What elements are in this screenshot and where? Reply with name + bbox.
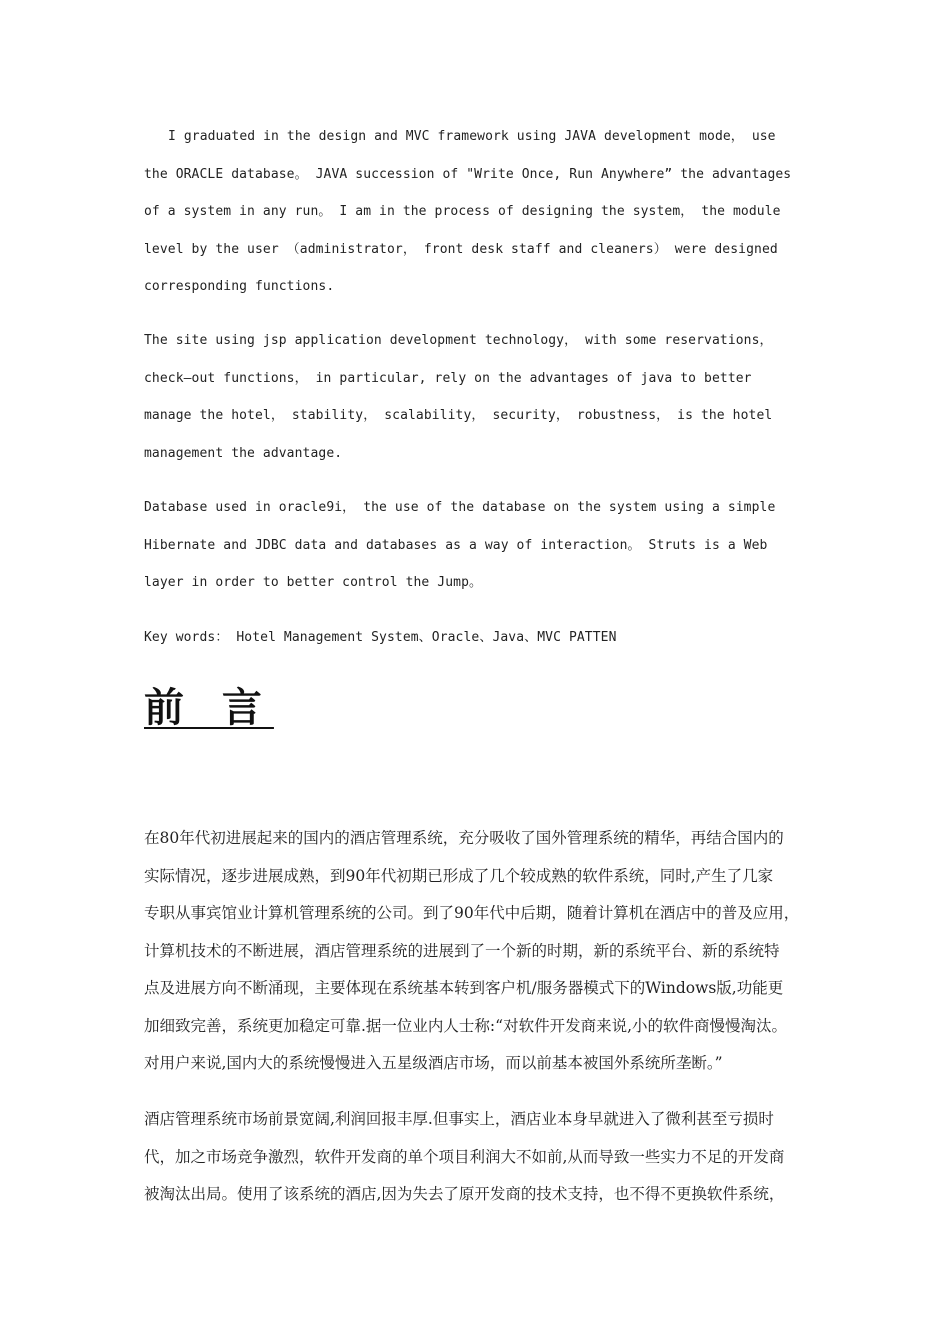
keywords-line <box>144 619 824 657</box>
text-line: 实际情况，逐步进展成熟，到90年代初期已形成了几个较成熟的软件系统，同时,产生了几家 <box>144 866 774 885</box>
keywords-text: Key words： Hotel Management System、Oracle、Java、MVC PATTEN <box>144 630 617 645</box>
text-line: manage the hotel， stability， scalability， security， robustness， is the hotel <box>144 408 773 423</box>
preface-heading: 前 言 <box>144 684 274 731</box>
text-line: 在80年代初进展起来的国内的酒店管理系统，充分吸收了国外管理系统的精华，再结合国内的 <box>144 829 784 847</box>
text-line: 专职从事宾馆业计算机管理系统的公司。到了90年代中后期，随着计算机在酒店中的普及应用， <box>144 904 800 922</box>
abstract-paragraph-2 <box>144 322 824 472</box>
text-line: Hibernate and JDBC data and databases as a way of interaction。 Struts is a Web <box>144 537 768 553</box>
text-line: 加细致完善，系统更加稳定可靠.据一位业内人士称:“对软件开发商来说,小的软件商慢慢淘汰。 <box>144 1016 788 1035</box>
preface-paragraph-1 <box>144 820 834 1083</box>
text-line: 对用户来说,国内大的系统慢慢进入五星级酒店市场，而以前基本被国外系统所垄断。” <box>144 1054 723 1072</box>
text-line: the ORACLE database。 JAVA succession of "Write Once, Run Anywhere” the advantages <box>144 166 792 182</box>
text-line: of a system in any run。 I am in the process of designing the system， the module <box>144 204 781 219</box>
abstract-paragraph-1 <box>144 118 824 306</box>
text-line: layer in order to better control the Jump。 <box>144 575 483 590</box>
text-line: 代，加之市场竞争激烈，软件开发商的单个项目利润大不如前,从而导致一些实力不足的开发商 <box>144 1147 785 1166</box>
preface-paragraph-2 <box>144 1101 834 1214</box>
text-line: Database used in oracle9i， the use of the database on the system using a simple <box>144 500 776 515</box>
text-line: 点及进展方向不断涌现，主要体现在系统基本转到客户机/服务器模式下的Windows版,功能更 <box>144 979 784 997</box>
text-line: 计算机技术的不断进展，酒店管理系统的进展到了一个新的时期，新的系统平台、新的系统特 <box>144 941 780 960</box>
text-line: The site using jsp application development technology， with some reservations， <box>144 333 773 348</box>
text-line: management the advantage. <box>144 445 343 461</box>
abstract-paragraph-3 <box>144 489 824 602</box>
text-line: 酒店管理系统市场前景宽阔,利润回报丰厚.但事实上，酒店业本身早就进入了微利甚至亏损时 <box>144 1110 774 1128</box>
text-line: level by the user （administrator， front desk staff and cleaners） were designed <box>144 241 778 257</box>
text-line: 被淘汰出局。使用了该系统的酒店,因为失去了原开发商的技术支持，也不得不更换软件系统， <box>144 1185 785 1203</box>
text-line: I graduated in the design and MVC framework using JAVA development mode， use <box>168 129 776 144</box>
text-line: corresponding functions. <box>144 279 335 294</box>
text-line: check—out functions， in particular, rely on the advantages of java to better <box>144 370 752 386</box>
